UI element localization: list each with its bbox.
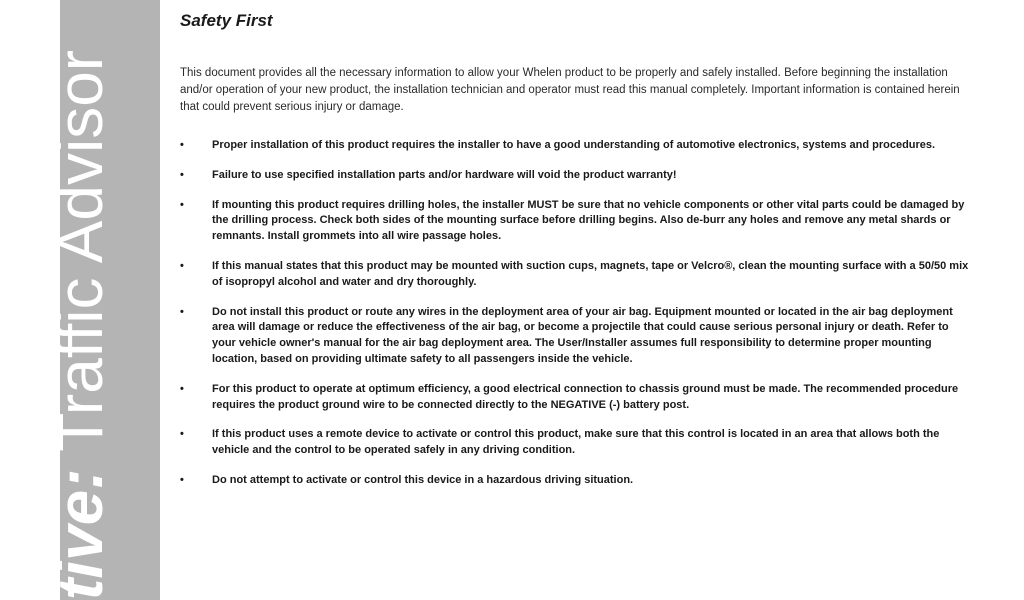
list-item (180, 382, 970, 414)
bullet-text: Failure to use specified installation parts and/or hardware will void the product warranty! (212, 168, 677, 181)
bullet-icon: • (180, 139, 184, 151)
bullet-icon: • (180, 382, 184, 395)
list-item (180, 473, 970, 489)
list-item (180, 138, 970, 154)
bullet-icon: • (180, 168, 184, 181)
bullet-icon: • (180, 305, 184, 318)
bullet-icon: • (180, 428, 184, 441)
safety-bullet-list (180, 138, 970, 503)
bullet-text: If mounting this product requires drilling holes, the installer MUST be sure that no vehicle components or other vital parts could be damaged by the drilling process. Check both sides of the mounting surface before drilling begins. Also de-burr any holes and remove any metal shards or remnants. Install grommets into all wire passage holes. (212, 198, 965, 243)
bullet-text: Do not attempt to activate or control this device in a hazardous driving situation. (212, 473, 634, 486)
section-title: Safety First (180, 11, 273, 30)
bullet-text: If this manual states that this product may be mounted with suction cups, magnets, tape or Velcro®, clean the mounting surface with a 50/50 mix of isopropyl alcohol and water and dry thoroughly. (212, 259, 969, 288)
bullet-icon: • (180, 259, 184, 272)
list-item (180, 198, 970, 245)
bullet-icon: • (180, 198, 184, 211)
list-item (180, 259, 970, 291)
bullet-text: Proper installation of this product requires the installer to have a good understanding of automotive electronics, systems and procedures. (212, 139, 936, 151)
side-banner-prefix: tive: (44, 468, 116, 600)
bullet-text: Do not install this product or route any wires in the deployment area of your air bag. Equipment mounted or located in the air bag deployment area will damage or reduce the effectiveness of the air bag, or become a projectile that could cause serious personal injury or death. Refer to your vehicle owner's manual for the air bag deployment area. The User/Installer assumes full responsibility to determine proper mounting location, based on providing ultimate safety to all passengers inside the vehicle. (212, 305, 953, 365)
bullet-text: For this product to operate at optimum efficiency, a good electrical connection to chassis ground must be made. The recommended procedure requires the product ground wire to be connected directly to the NEGATIVE (-) battery post. (212, 382, 959, 411)
bullet-icon: • (180, 473, 184, 486)
document-content (180, 0, 970, 600)
list-item (180, 305, 970, 368)
side-banner (44, 0, 160, 600)
side-banner-title: Traffic Advisor (44, 49, 116, 469)
list-item (180, 168, 970, 184)
list-item (180, 427, 970, 459)
bullet-text: If this product uses a remote device to activate or control this product, make sure that this control is located in an area that allows both the vehicle and the control to be operated safely in any driving condition. (212, 428, 940, 457)
side-banner-text (44, 49, 116, 600)
intro-paragraph: This document provides all the necessary information to allow your Whelen product to be properly and safely installed. Before beginning the installation and/or operation of your new product, the installation technician and operator must read this manual completely. Important information is contained herein that could prevent serious injury or damage. (180, 67, 960, 113)
